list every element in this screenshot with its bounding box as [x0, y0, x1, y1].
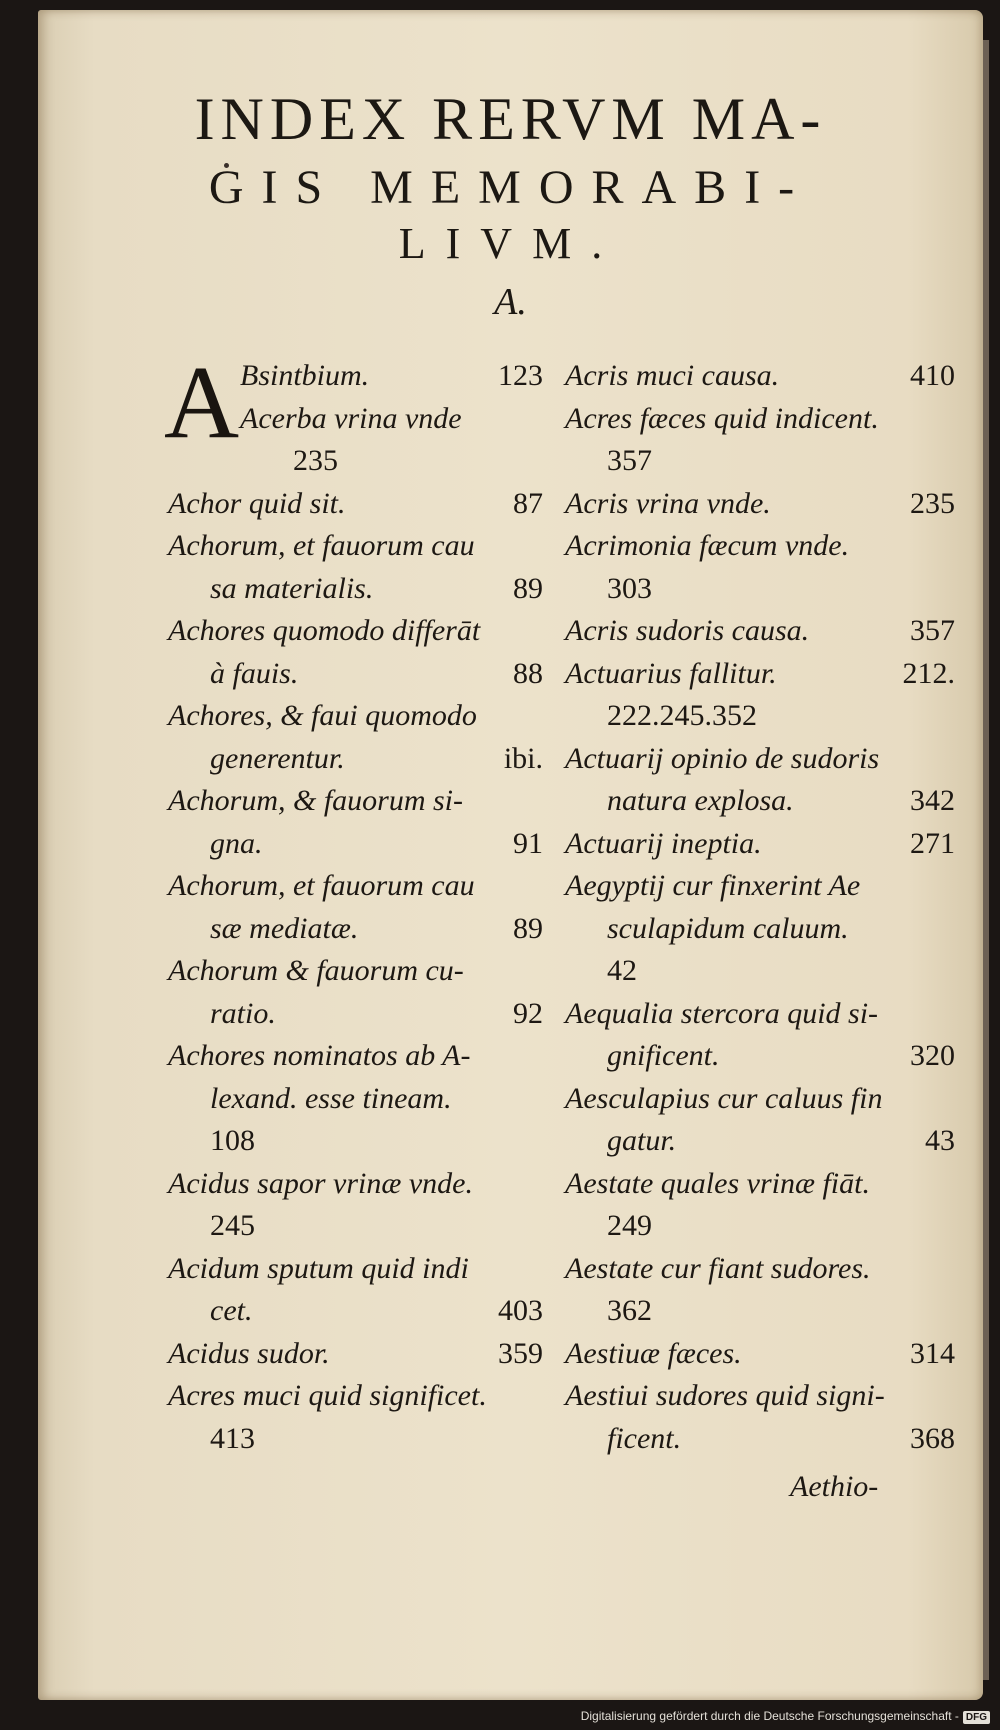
- entry-text: Bsintbium.: [240, 359, 370, 392]
- entry-text: Achorum, et fauorum cau: [168, 869, 475, 902]
- entry-line: [168, 1120, 543, 1163]
- entry-text: Aesculapius cur caluus fin: [565, 1081, 883, 1115]
- page-reference: 222.245.352: [607, 699, 757, 732]
- entry-text: sæ mediatæ.: [210, 911, 359, 945]
- page-reference: 108: [210, 1124, 255, 1157]
- entry-line: [565, 738, 955, 781]
- index-entry: [164, 345, 543, 483]
- entry-line: [168, 865, 543, 908]
- index-title-line-1: INDEX RERVM MA-: [194, 86, 827, 152]
- entry-line: [565, 1290, 955, 1333]
- entry-line: [168, 950, 543, 993]
- entry-text: Aestate cur fiant sudores.: [565, 1251, 871, 1285]
- digitization-credit-text: Digitalisierung gefördert durch die Deutsche Forschungsgemeinschaft -: [580, 1709, 959, 1723]
- entry-line: [565, 440, 955, 483]
- index-entry: [168, 1035, 543, 1163]
- entry-text: Achores quomodo differāt: [168, 614, 481, 647]
- entry-line: [168, 1290, 543, 1333]
- entry-line: [565, 355, 955, 398]
- index-entry: [565, 398, 955, 483]
- entry-text: Acris vrina vnde.: [565, 486, 771, 520]
- entry-line: [565, 993, 955, 1036]
- entry-text: Aestiuæ fæces.: [565, 1336, 742, 1370]
- entry-line: [565, 780, 955, 823]
- entry-text: Acris muci causa.: [565, 359, 780, 392]
- page-reference: 42: [607, 954, 637, 987]
- page-reference: 320: [910, 1039, 955, 1072]
- index-entry: [565, 1163, 955, 1248]
- entry-text: gna.: [210, 826, 263, 860]
- entry-text: Acrimonia fæcum vnde.: [565, 529, 850, 562]
- entry-line: [168, 993, 543, 1036]
- entry-text: Acres fæces quid indicent.: [565, 401, 879, 435]
- entry-line: [565, 1163, 955, 1206]
- index-entry: [168, 1375, 543, 1460]
- entry-line: [565, 695, 955, 738]
- page-reference: 362: [607, 1294, 652, 1327]
- entry-text: Acris sudoris causa.: [565, 614, 810, 647]
- page-reference: 91: [513, 826, 543, 860]
- entry-line: [168, 1205, 543, 1248]
- page-reference: 271: [910, 826, 955, 860]
- page-reference: 92: [513, 996, 543, 1030]
- entry-text: ratio.: [210, 996, 276, 1030]
- entry-line: [565, 1035, 955, 1078]
- page-reference: 212.: [902, 656, 955, 690]
- entry-text: lexand. esse tineam.: [210, 1081, 452, 1115]
- entry-line: [565, 865, 955, 908]
- entry-line: [565, 823, 955, 866]
- page-reference: 410: [910, 359, 955, 392]
- entry-line: [565, 1078, 955, 1121]
- entry-line: [168, 653, 543, 696]
- page-reference: 245: [210, 1209, 255, 1242]
- entry-line: [168, 1078, 543, 1121]
- page-reference: 357: [910, 614, 955, 647]
- index-entry: [565, 483, 955, 526]
- index-entry: [168, 525, 543, 610]
- entry-text: Achorum & fauorum cu-: [168, 954, 464, 987]
- page-reference: 123: [498, 359, 543, 392]
- page-reference: 87: [513, 486, 543, 520]
- page-reference: 357: [607, 444, 652, 477]
- entry-text: Achorum, et fauorum cau: [168, 529, 475, 562]
- index-entry: [565, 738, 955, 823]
- page-reference: 235: [293, 444, 338, 477]
- entry-line: [565, 908, 955, 951]
- index-entry: [565, 823, 955, 866]
- entry-text: Achorum, & fauorum si-: [168, 784, 463, 817]
- index-entry: [565, 865, 955, 993]
- index-entry: [168, 1333, 543, 1376]
- index-column-right: [565, 355, 955, 1460]
- page-edge: [983, 40, 989, 1680]
- index-entry: [168, 780, 543, 865]
- page-reference: 89: [513, 571, 543, 605]
- index-entry: [565, 993, 955, 1078]
- entry-line: [565, 950, 955, 993]
- catchword: Aethio-: [790, 1470, 879, 1503]
- entry-line: [168, 695, 543, 738]
- entry-line: [565, 610, 955, 653]
- entry-text: Aestate quales vrinæ fiāt.: [565, 1166, 870, 1200]
- entry-line: [565, 1205, 955, 1248]
- index-title-line-2: GIS MEMORABI-: [208, 161, 813, 214]
- entry-line: [168, 1333, 543, 1376]
- index-entry: [565, 1375, 955, 1460]
- entry-text: sa materialis.: [210, 571, 374, 605]
- entry-line: [168, 1035, 543, 1078]
- page-reference: 235: [910, 486, 955, 520]
- entry-text: Acerba vrina vnde: [240, 401, 462, 435]
- index-entry: [168, 950, 543, 1035]
- entry-line: [565, 1333, 955, 1376]
- index-entry: [565, 610, 955, 653]
- entry-line: [565, 398, 955, 441]
- entry-line: [168, 908, 543, 951]
- drop-cap-letter: A: [164, 345, 240, 460]
- entry-line: [565, 483, 955, 526]
- entry-text: ficent.: [607, 1421, 682, 1455]
- entry-line: [168, 483, 543, 526]
- entry-line: [168, 823, 543, 866]
- page-reference: ibi.: [503, 741, 543, 775]
- index-entry: [168, 610, 543, 695]
- page-reference: 314: [910, 1336, 955, 1370]
- index-entry: [565, 1333, 955, 1376]
- entry-line: [565, 1418, 955, 1461]
- index-column-left: [164, 345, 543, 1460]
- entry-line: [168, 525, 543, 568]
- page-reference: 249: [607, 1209, 652, 1242]
- page-reference: 413: [210, 1421, 255, 1455]
- entry-text: Aestiui sudores quid signi-: [565, 1379, 885, 1412]
- index-entry: [168, 1163, 543, 1248]
- index-entry: [168, 865, 543, 950]
- entry-text: Actuarius fallitur.: [565, 656, 777, 690]
- digitization-credit: [581, 1709, 990, 1724]
- entry-text: Acidus sapor vrinæ vnde.: [168, 1166, 473, 1200]
- entry-text: Acres muci quid significet.: [168, 1379, 487, 1412]
- index-entry: [565, 653, 955, 738]
- entry-text: à fauis.: [210, 656, 299, 690]
- entry-line: [168, 1163, 543, 1206]
- entry-text: gnificent.: [607, 1039, 720, 1072]
- index-entry: [565, 525, 955, 610]
- index-entry: [168, 483, 543, 526]
- entry-text: gatur.: [607, 1124, 677, 1157]
- entry-text: Aequalia stercora quid si-: [565, 996, 879, 1030]
- entry-line: [565, 568, 955, 611]
- entry-text: Achor quid sit.: [168, 486, 346, 520]
- index-entry: [168, 695, 543, 780]
- entry-text: Actuarij opinio de sudoris: [565, 741, 880, 775]
- entry-line: [168, 610, 543, 653]
- index-entry: [168, 1248, 543, 1333]
- entry-line: [168, 1418, 543, 1461]
- entry-text: Aegyptij cur finxerint Ae: [565, 869, 861, 902]
- page-reference: 342: [910, 784, 955, 817]
- page-reference: 89: [513, 911, 543, 945]
- entry-text: sculapidum caluum.: [607, 911, 849, 945]
- entry-line: [565, 1248, 955, 1291]
- entry-line: [168, 738, 543, 781]
- page-reference: 88: [513, 656, 543, 690]
- entry-text: Achores nominatos ab A-: [168, 1039, 471, 1072]
- dfg-logo: DFG: [963, 1711, 990, 1724]
- entry-text: cet.: [210, 1294, 253, 1327]
- entry-line: [565, 653, 955, 696]
- entry-line: [168, 568, 543, 611]
- entry-text: Actuarij ineptia.: [565, 826, 762, 860]
- page-reference: 303: [607, 571, 652, 605]
- page-reference: 368: [910, 1421, 955, 1455]
- page-reference: 403: [498, 1294, 543, 1327]
- entry-line: [565, 1120, 955, 1163]
- entry-text: natura explosa.: [607, 784, 794, 817]
- index-entry: [565, 355, 955, 398]
- section-letter: A.: [494, 281, 527, 323]
- entry-line: [565, 525, 955, 568]
- entry-line: [168, 1375, 543, 1418]
- entry-text: Achores, & faui quomodo: [168, 699, 477, 732]
- page-reference: 43: [925, 1124, 955, 1157]
- entry-text: generentur.: [210, 741, 345, 775]
- entry-text: Acidus sudor.: [168, 1336, 330, 1370]
- index-title-line-3: LIVM.: [398, 219, 623, 268]
- index-entry: [565, 1078, 955, 1163]
- entry-text: Acidum sputum quid indi: [168, 1251, 469, 1285]
- entry-line: [565, 1375, 955, 1418]
- entry-line: [168, 780, 543, 823]
- index-entry: [565, 1248, 955, 1333]
- page-reference: 359: [498, 1336, 543, 1370]
- entry-line: [168, 1248, 543, 1291]
